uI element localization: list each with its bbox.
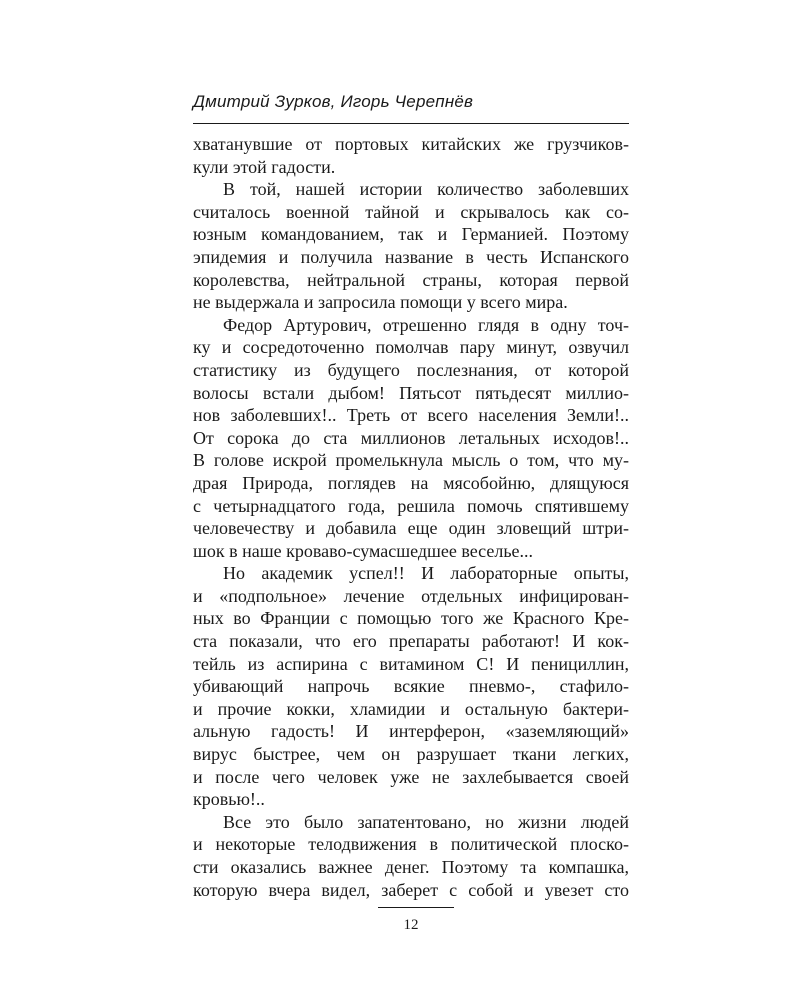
text-line: статистику из будущего послезнания, от которой — [193, 359, 629, 380]
text-line: не выдержала и запросила помощи у всего мира. — [193, 292, 568, 313]
footer-divider — [378, 907, 454, 908]
text-line: Все это было запатентовано, но жизни людей — [223, 811, 629, 832]
page-number: 12 — [403, 917, 419, 933]
text-line: и после чего человек уже не захлебывается своей — [193, 766, 629, 787]
text-line: Федор Артурович, отрешенно глядя в одну точ- — [223, 314, 629, 335]
book-page — [193, 0, 629, 1000]
text-line: сти оказались важнее денег. Поэтому та компашка, — [193, 857, 629, 877]
text-line: и «подпольное» лечение отдельных инфицирован- — [193, 585, 629, 606]
text-line: хватанувшие от портовых китайских же грузчиков- — [193, 134, 629, 154]
text-line: эпидемия и получила название в честь Испанского — [193, 246, 629, 267]
text-line: королевства, нейтральной страны, которая первой — [193, 269, 629, 290]
text-line: и некоторые телодвижения в политической плоско- — [193, 834, 629, 855]
text-line: которую вчера видел, заберет с собой и увезет сто — [193, 879, 629, 900]
text-line: В голове искрой промелькнула мысль о том, что му- — [193, 450, 629, 471]
text-line: шок в наше кроваво-сумасшедшее веселье... — [193, 540, 534, 561]
text-line: юзным командованием, так и Германией. Поэтому — [193, 224, 629, 245]
text-line: вирус быстрее, чем он разрушает ткани легких, — [193, 744, 629, 765]
text-line: и прочие кокки, хламидии и остальную бактери- — [193, 698, 629, 719]
text-line: В той, нашей истории количество заболевших — [223, 179, 629, 200]
body-text — [193, 133, 629, 901]
text-line: кровью!.. — [193, 789, 265, 810]
text-line: альную гадость! И интерферон, «заземляющий» — [193, 721, 629, 742]
text-line: убивающий напрочь всякие пневмо-, стафило- — [193, 676, 629, 697]
text-line: считалось военной тайной и скрывалось как со- — [193, 201, 629, 222]
running-head-title: Дмитрий Зурков, Игорь Черепнёв — [193, 92, 474, 111]
text-line: человечеству и добавила еще один зловещий штри- — [193, 518, 629, 539]
text-line: тейль из аспирина с витамином С! И пенициллин, — [193, 653, 629, 674]
text-line: ста показали, что его препараты работают! И кок- — [193, 631, 629, 652]
text-line: ку и сосредоточенно помолчав пару минут, озвучил — [193, 337, 629, 358]
text-line: ных во Франции с помощью того же Красного Кре- — [193, 608, 629, 629]
text-line: нов заболевших!.. Треть от всего населения Земли!.. — [193, 405, 629, 426]
text-line: кули этой гадости. — [193, 156, 336, 177]
text-line: волосы встали дыбом! Пятьсот пятьдесят миллио- — [193, 382, 629, 403]
text-line: драя Природа, поглядев на мясобойню, длящуюся — [193, 472, 629, 493]
text-line: с четырнадцатого года, решила помочь спятившему — [193, 495, 629, 516]
text-line: Но академик успел!! И лабораторные опыты, — [223, 563, 629, 584]
text-line: От сорока до ста миллионов летальных исходов!.. — [193, 427, 629, 448]
header-divider — [193, 123, 629, 124]
